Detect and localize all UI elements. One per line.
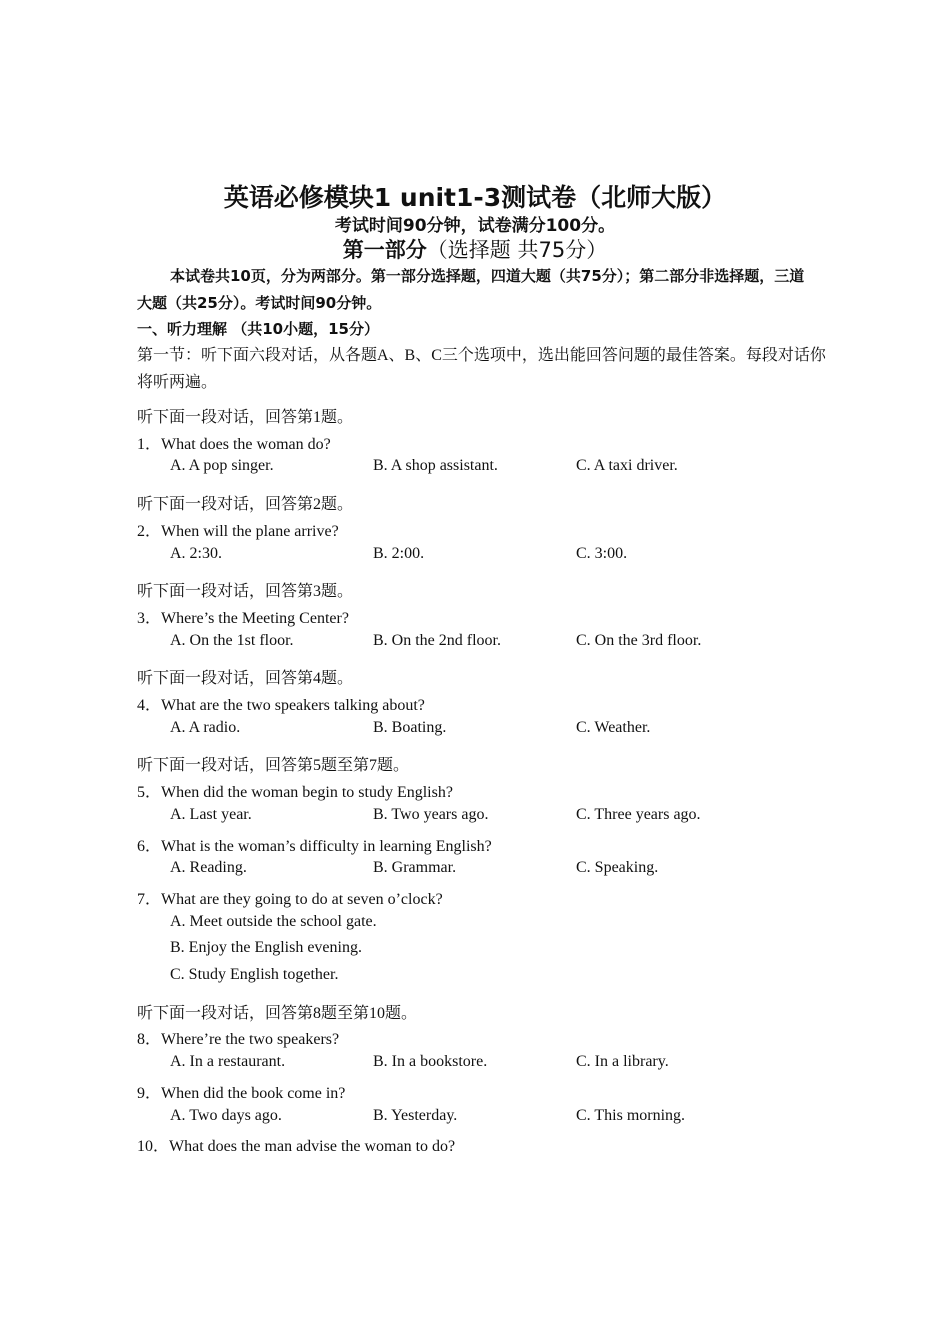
option-c: C. On the 3rd floor. bbox=[576, 631, 702, 649]
option-b: B. On the 2nd floor. bbox=[373, 631, 501, 649]
option-a: A. Last year. bbox=[170, 805, 252, 823]
question-stem: 6．What is the woman’s difficulty in learning English? bbox=[137, 837, 492, 855]
option-a: A. Reading. bbox=[170, 859, 247, 877]
question-stem: 2．When will the plane arrive? bbox=[137, 522, 339, 540]
question-stem: 8．Where’re the two speakers? bbox=[137, 1031, 340, 1049]
option-b: B. 2:00. bbox=[373, 544, 425, 562]
option-a: A. In a restaurant. bbox=[170, 1053, 286, 1071]
section-heading: 一、听力理解 （共10小题，15分） bbox=[137, 320, 379, 338]
option-b: B. A shop assistant. bbox=[373, 457, 498, 475]
option-a: A. On the 1st floor. bbox=[170, 631, 294, 649]
option-b: B. Grammar. bbox=[373, 859, 457, 877]
listen-instruction: 听下面一段对话，回答第2题。 bbox=[137, 496, 354, 514]
option-b: B. Two years ago. bbox=[373, 805, 489, 823]
question-stem: 9．When did the book come in? bbox=[137, 1084, 346, 1102]
listen-instruction: 听下面一段对话，回答第4题。 bbox=[137, 670, 354, 688]
option: B. Enjoy the English evening. bbox=[170, 939, 362, 957]
option-c: C. A taxi driver. bbox=[576, 457, 678, 475]
option-b: B. Boating. bbox=[373, 718, 447, 736]
listen-instruction: 听下面一段对话，回答第3题。 bbox=[137, 583, 354, 601]
option: C. Study English together. bbox=[170, 966, 339, 983]
question-stem: 5．When did the woman begin to study English? bbox=[137, 784, 453, 802]
part-heading bbox=[0, 234, 950, 264]
listen-instruction: 听下面一段对话，回答第8题至第10题。 bbox=[137, 1004, 418, 1022]
part-note: （选择题 共75分） bbox=[426, 238, 608, 262]
option-c: C. Speaking. bbox=[576, 859, 659, 877]
option-c: C. Weather. bbox=[576, 718, 651, 736]
section-instruction: 第一节：听下面六段对话，从各题A、B、C三个选项中，选出能回答问题的最佳答案。每段对话你将听两遍。 bbox=[137, 347, 826, 391]
listen-instruction: 听下面一段对话，回答第5题至第7题。 bbox=[137, 757, 410, 775]
option-a: A. A pop singer. bbox=[170, 457, 274, 475]
option-c: C. Three years ago. bbox=[576, 805, 701, 823]
part-title: 第一部分 bbox=[342, 238, 427, 262]
option: A. Meet outside the school gate. bbox=[170, 912, 377, 930]
option-b: B. In a bookstore. bbox=[373, 1053, 488, 1071]
exam-subtitle: 考试时间90分钟，试卷满分100分。 bbox=[334, 216, 616, 236]
question-stem: 4．What are the two speakers talking about? bbox=[137, 697, 425, 714]
option-a: A. 2:30. bbox=[170, 544, 222, 562]
option-c: C. 3:00. bbox=[576, 544, 628, 562]
option-c: C. In a library. bbox=[576, 1053, 669, 1071]
question-stem: 7．What are they going to do at seven o’clock? bbox=[137, 890, 443, 908]
question-stem: 1．What does the woman do? bbox=[137, 435, 331, 453]
exam-title: 英语必修模块1 unit1-3测试卷（北师大版） bbox=[223, 183, 727, 212]
option-a: A. Two days ago. bbox=[170, 1106, 282, 1124]
listen-instruction: 听下面一段对话，回答第1题。 bbox=[137, 409, 354, 426]
question-stem: 3．Where’s the Meeting Center? bbox=[137, 609, 349, 627]
question-stem: 10．What does the man advise the woman to do? bbox=[137, 1138, 456, 1156]
option-b: B. Yesterday. bbox=[373, 1106, 458, 1124]
exam-intro: 本试卷共10页，分为两部分。第一部分选择题，四道大题（共75分）；第二部分非选择题，三道大题（共25分）。考试时间90分钟。 bbox=[137, 267, 805, 312]
option-a: A. A radio. bbox=[170, 718, 241, 736]
option-c: C. This morning. bbox=[576, 1106, 686, 1124]
